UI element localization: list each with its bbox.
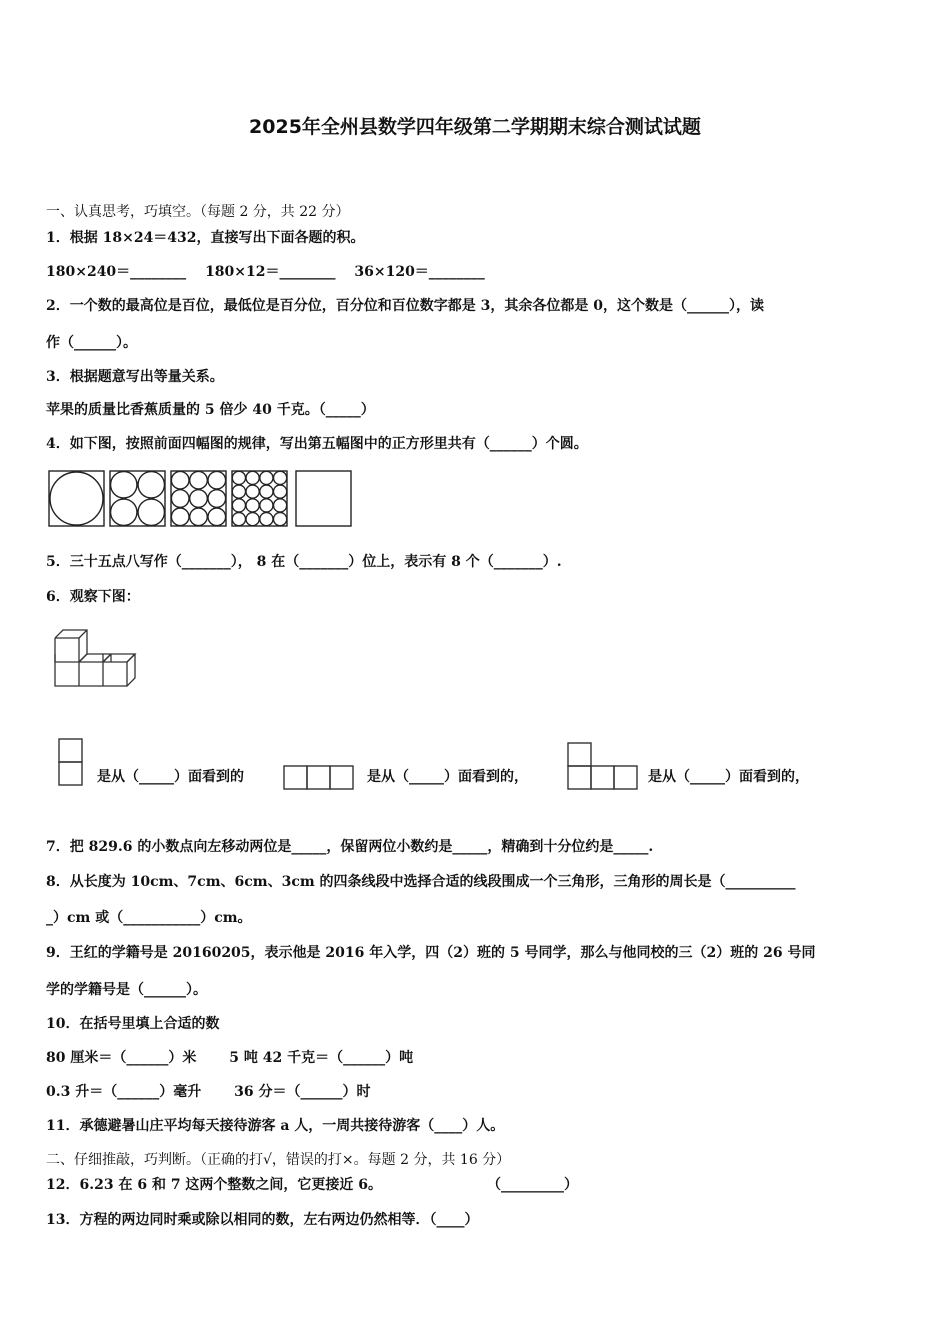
pattern-square-3	[171, 471, 226, 526]
q6-cube-figure	[52, 628, 138, 690]
q10-text: 10．在括号里填上合适的数	[46, 1016, 220, 1032]
section-1-heading: 一、认真思考，巧填空。（每题 2 分，共 22 分）	[46, 204, 350, 220]
pattern-circle	[50, 472, 103, 525]
q1-c: 36×120＝________	[354, 264, 485, 280]
q13-text: 13．方程的两边同时乘或除以相同的数，左右两边仍然相等．（____）	[46, 1212, 479, 1228]
q11-text: 11．承德避暑山庄平均每天接待游客 a 人，一周共接待游客（____）人。	[46, 1118, 505, 1134]
q4-text: 4．如下图，按照前面四幅图的规律，写出第五幅图中的正方形里共有（______）个圆。	[46, 436, 588, 452]
q12-blank: （_________）	[487, 1177, 578, 1193]
q1-a: 180×240＝________	[46, 264, 187, 280]
q1-answers	[46, 262, 485, 282]
q6-view-1	[58, 738, 84, 788]
q7-text: 7．把 829.6 的小数点向左移动两位是_____，保留两位小数约是_____，精确到十分位约是_____.	[46, 839, 654, 855]
q10-c: 0.3 升＝（______）毫升	[46, 1084, 202, 1100]
q8-line2: _）cm 或（___________）cm。	[46, 910, 252, 926]
q10-row1	[46, 1048, 413, 1068]
q2-line2: 作（______）。	[46, 335, 137, 351]
q10-a: 80 厘米＝（______）米	[46, 1050, 197, 1066]
q2-line1: 2．一个数的最高位是百位，最低位是百分位，百分位和百位数字都是 3，其余各位都是 0，这个数是（______），读	[46, 298, 764, 314]
q6-view-3-label: 是从（_____）面看到的，	[648, 769, 809, 785]
q1-b: 180×12＝________	[205, 264, 336, 280]
q1-text: 1．根据 18×24＝432，直接写出下面各题的积。	[46, 230, 365, 246]
q10-b: 5 吨 42 千克＝（______）吨	[229, 1050, 414, 1066]
q10-d: 36 分＝（______）时	[234, 1084, 371, 1100]
page-title: 2025年全州县数学四年级第二学期期末综合测试试题	[249, 116, 701, 138]
q9-line1: 9．王红的学籍号是 20160205，表示他是 2016 年入学，四（2）班的 5 号同学，那么与他同校的三（2）班的 26 号同	[46, 945, 816, 961]
q3-text: 3．根据题意写出等量关系。	[46, 369, 224, 385]
q4-circle-pattern	[48, 470, 354, 528]
pattern-square-5-empty	[296, 471, 351, 526]
section-2-heading: 二、仔细推敲，巧判断。（正确的打√，错误的打×。每题 2 分，共 16 分）	[46, 1152, 511, 1168]
q3-sub: 苹果的质量比香蕉质量的 5 倍少 40 千克。（_____）	[46, 402, 375, 418]
q8-line1: 8．从长度为 10cm、7cm、6cm、3cm 的四条线段中选择合适的线段围成一个三角形，三角形的周长是（__________	[46, 874, 796, 890]
q10-row2	[46, 1082, 370, 1102]
q6-view-2	[283, 765, 357, 791]
q6-view-2-label: 是从（_____）面看到的，	[367, 769, 528, 785]
pattern-square-2	[110, 471, 165, 526]
q6-view-3	[567, 742, 639, 792]
q12-text: 12．6.23 在 6 和 7 这两个整数之间，它更接近 6。	[46, 1177, 383, 1193]
q6-view-1-label: 是从（_____）面看到的	[97, 769, 244, 785]
q9-line2: 学的学籍号是（______）。	[46, 982, 207, 998]
pattern-square-1	[49, 471, 104, 526]
q6-text: 6．观察下图：	[46, 589, 140, 605]
q5-text: 5．三十五点八写作（_______）， 8 在（_______）位上，表示有 8 个（_______）.	[46, 554, 562, 570]
